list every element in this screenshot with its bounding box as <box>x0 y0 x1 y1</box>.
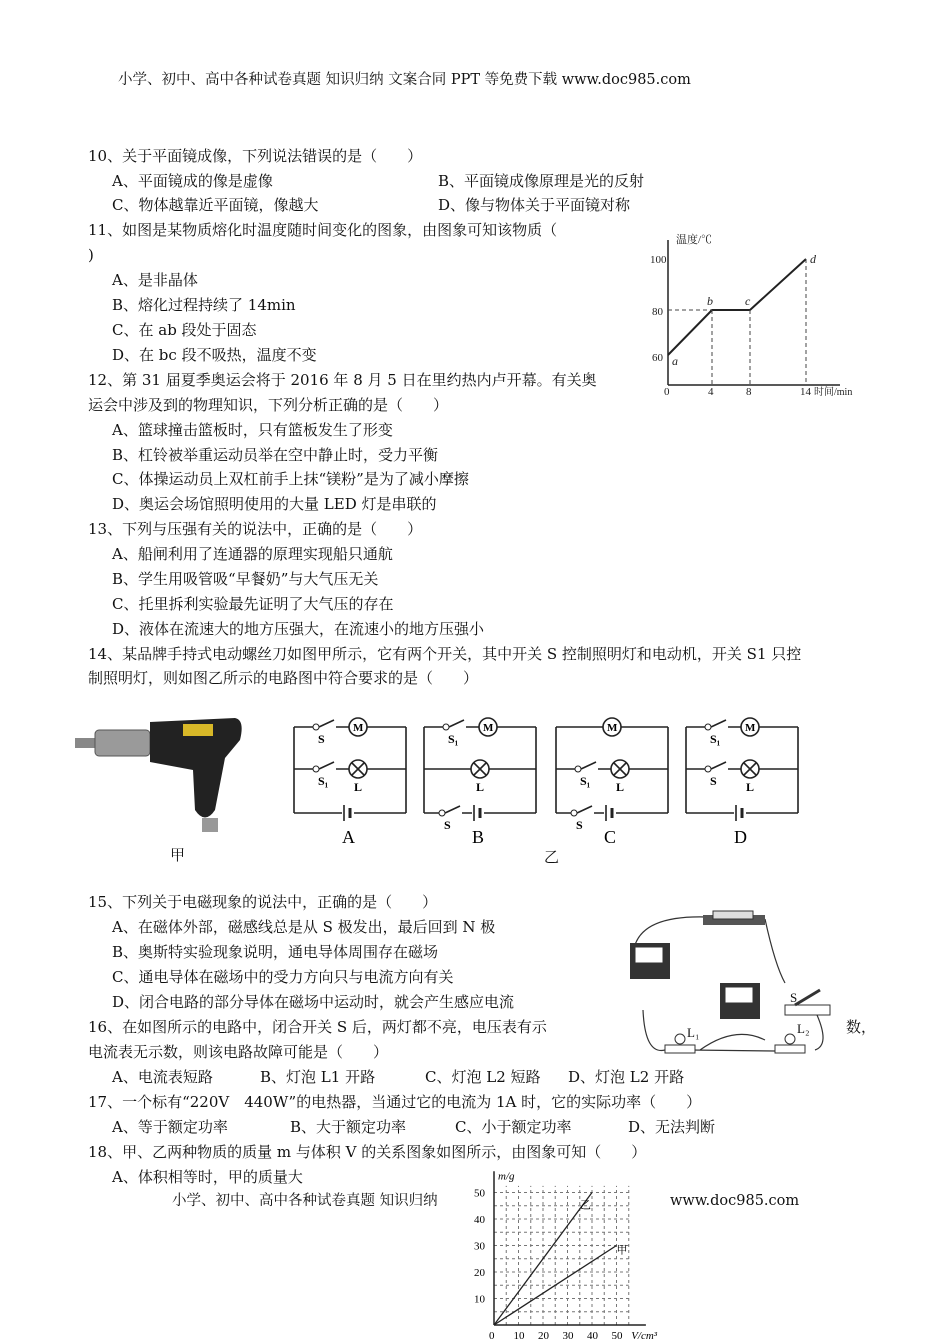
switch-label: S₁ <box>710 732 721 746</box>
q15-option-c: C、通电导体在磁场中的受力方向只与电流方向有关 <box>112 968 454 986</box>
q16-stem-end: 数， <box>846 1018 877 1036</box>
circuit-diagrams <box>288 705 813 855</box>
page-footer-left: 小学、初中、高中各种试卷真题 知识归纳 <box>172 1193 438 1209</box>
q13-option-d: D、液体在流速大的地方压强大，在流速小的地方压强小 <box>112 620 485 638</box>
series-label: 甲 <box>616 1243 628 1257</box>
switch-label: S₁ <box>448 732 459 746</box>
q10-option-c: C、物体越靠近平面镜，像越大 <box>112 196 319 214</box>
screwdriver-image <box>75 700 255 840</box>
q10-option-d: D、像与物体关于平面镜对称 <box>438 196 631 214</box>
q11-option-c: C、在 ab 段处于固态 <box>112 321 257 339</box>
svg-text:M: M <box>483 722 494 734</box>
q10-option-a: A、平面镜成的像是虚像 <box>112 172 273 190</box>
q10-option-b: B、平面镜成像原理是光的反射 <box>438 172 645 190</box>
q15-option-b: B、奥斯特实验现象说明，通电导体周围存在磁场 <box>112 943 439 961</box>
x-tick: 8 <box>746 386 752 398</box>
q15-option-a: A、在磁体外部，磁感线总是从 S 极发出，最后回到 N 极 <box>112 918 496 936</box>
x-tick: 20 <box>538 1330 549 1342</box>
x-tick: 4 <box>708 386 714 398</box>
q17-option-a: A、等于额定功率 <box>112 1118 228 1136</box>
circuit-label: C <box>604 827 617 847</box>
q11-stem: 11、如图是某物质熔化时温度随时间变化的图象，由图象可知该物质（ <box>88 221 558 239</box>
svg-text:M: M <box>607 722 618 734</box>
figure-label-jia: 甲 <box>170 846 186 864</box>
q16-option-b: B、灯泡 L1 开路 <box>260 1068 376 1086</box>
q15-stem: 15、下列关于电磁现象的说法中，正确的是（ ） <box>88 893 438 911</box>
q12-option-a: A、篮球撞击篮板时，只有篮板发生了形变 <box>112 421 393 439</box>
q13-stem: 13、下列与压强有关的说法中，正确的是（ ） <box>88 520 423 538</box>
mass-volume-graph <box>470 1170 680 1344</box>
switch-label: S <box>318 732 325 746</box>
q13-option-b: B、学生用吸管吸“早餐奶”与大气压无关 <box>112 570 379 588</box>
point-d: d <box>810 252 816 266</box>
x-tick: 40 <box>587 1330 598 1342</box>
svg-text:L: L <box>354 780 363 794</box>
bulb-l1-label: L₁ <box>687 1025 700 1040</box>
switch-label: S <box>790 990 798 1005</box>
circuit-option-c <box>556 718 668 847</box>
q16-option-d: D、灯泡 L2 开路 <box>568 1068 685 1086</box>
switch-label: S <box>444 818 451 832</box>
switch-label: S₁ <box>580 774 591 788</box>
y-tick: 40 <box>474 1214 485 1226</box>
q18-option-a: A、体积相等时，甲的质量大 <box>112 1168 303 1186</box>
circuit-option-b <box>424 718 536 847</box>
point-a: a <box>672 354 678 368</box>
q12-stem: 12、第 31 届夏季奥运会将于 2016 年 8 月 5 日在里约热内卢开幕。有关奥 <box>88 371 597 389</box>
y-axis-label: 温度/℃ <box>676 234 713 246</box>
circuit-label: A <box>342 827 355 847</box>
temperature-curve <box>668 259 806 355</box>
q16-stem-cont: 电流表无示数，则该电路故障可能是（ ） <box>88 1043 389 1061</box>
q11-option-a: A、是非晶体 <box>112 271 198 289</box>
x-tick: 50 <box>611 1330 623 1342</box>
bulb-l2-label: L₂ <box>797 1021 810 1036</box>
x-tick: 14 <box>800 386 811 398</box>
q11-option-b: B、熔化过程持续了 14min <box>112 296 296 314</box>
physical-circuit-figure <box>625 905 835 1055</box>
x-tick: 0 <box>489 1330 495 1342</box>
q14-stem: 14、某品牌手持式电动螺丝刀如图甲所示，它有两个开关，其中开关 S 控制照明灯和电动机，开关 S1 只控 <box>88 645 802 663</box>
series-label: 乙 <box>580 1198 591 1212</box>
q18-stem: 18、甲、乙两种物质的质量 m 与体积 V 的关系图象如图所示，由图象可知（ ） <box>88 1143 647 1161</box>
y-tick: 50 <box>474 1187 485 1200</box>
point-c: c <box>745 294 751 308</box>
q16-stem: 16、在如图所示的电路中，闭合开关 S 后，两灯都不亮，电压表有示 <box>88 1018 547 1036</box>
svg-text:L: L <box>616 780 625 794</box>
y-tick: 80 <box>652 306 663 318</box>
q15-option-d: D、闭合电路的部分导体在磁场中运动时，就会产生感应电流 <box>112 993 515 1011</box>
y-tick: 20 <box>474 1267 485 1279</box>
svg-text:L: L <box>476 780 485 794</box>
switch-label: S₁ <box>318 774 329 788</box>
x-axis-label: V/cm³ <box>631 1330 658 1342</box>
x-tick: 30 <box>562 1330 574 1342</box>
svg-text:M: M <box>353 722 364 734</box>
q11-stem-cont: ) <box>88 246 94 264</box>
q12-option-d: D、奥运会场馆照明使用的大量 LED 灯是串联的 <box>112 495 437 513</box>
q11-option-d: D、在 bc 段不吸热，温度不变 <box>112 346 317 364</box>
y-tick: 100 <box>650 254 667 266</box>
page-footer-right: www.doc985.com <box>670 1193 800 1209</box>
circuit-option-a <box>294 718 406 847</box>
q12-option-b: B、杠铃被举重运动员举在空中静止时，受力平衡 <box>112 446 439 464</box>
q16-option-c: C、灯泡 L2 短路 <box>425 1068 541 1086</box>
y-tick: 30 <box>474 1240 485 1253</box>
q12-stem-cont: 运会中涉及到的物理知识，下列分析正确的是（ ） <box>88 396 449 414</box>
y-tick: 60 <box>652 352 663 364</box>
q17-option-b: B、大于额定功率 <box>290 1118 407 1136</box>
q14-stem-cont: 制照明灯，则如图乙所示的电路图中符合要求的是（ ） <box>88 669 479 687</box>
figure-label-yi: 乙 <box>544 848 560 866</box>
circuit-label: D <box>734 827 747 847</box>
q12-option-c: C、体操运动员上双杠前手上抹“镁粉”是为了减小摩擦 <box>112 470 469 488</box>
svg-text:M: M <box>745 722 756 734</box>
circuit-label: B <box>472 827 485 847</box>
x-tick: 10 <box>513 1330 525 1342</box>
x-axis-label: 时间/min <box>814 387 853 398</box>
switch-label: S <box>576 818 583 832</box>
point-b: b <box>707 294 713 308</box>
q10-stem: 10、关于平面镜成像，下列说法错误的是（ ） <box>88 147 423 165</box>
x-tick: 0 <box>664 386 670 398</box>
switch-label: S <box>710 774 717 788</box>
svg-text:L: L <box>746 780 755 794</box>
q16-option-a: A、电流表短路 <box>112 1068 213 1086</box>
q17-stem: 17、一个标有“220V 440W”的电热器，当通过它的电流为 1A 时，它的实际功率（ ） <box>88 1093 702 1111</box>
circuit-option-d <box>686 718 798 847</box>
y-tick: 10 <box>474 1293 485 1306</box>
y-axis-label: m/g <box>498 1170 515 1183</box>
q17-option-c: C、小于额定功率 <box>455 1118 572 1136</box>
q17-option-d: D、无法判断 <box>628 1118 716 1136</box>
q13-option-a: A、船闸利用了连通器的原理实现船只通航 <box>112 545 393 563</box>
melting-graph <box>640 235 900 400</box>
q13-option-c: C、托里拆利实验最先证明了大气压的存在 <box>112 595 394 613</box>
page-header: 小学、初中、高中各种试卷真题 知识归纳 文案合同 PPT 等免费下载 www.doc985.com <box>118 72 691 88</box>
